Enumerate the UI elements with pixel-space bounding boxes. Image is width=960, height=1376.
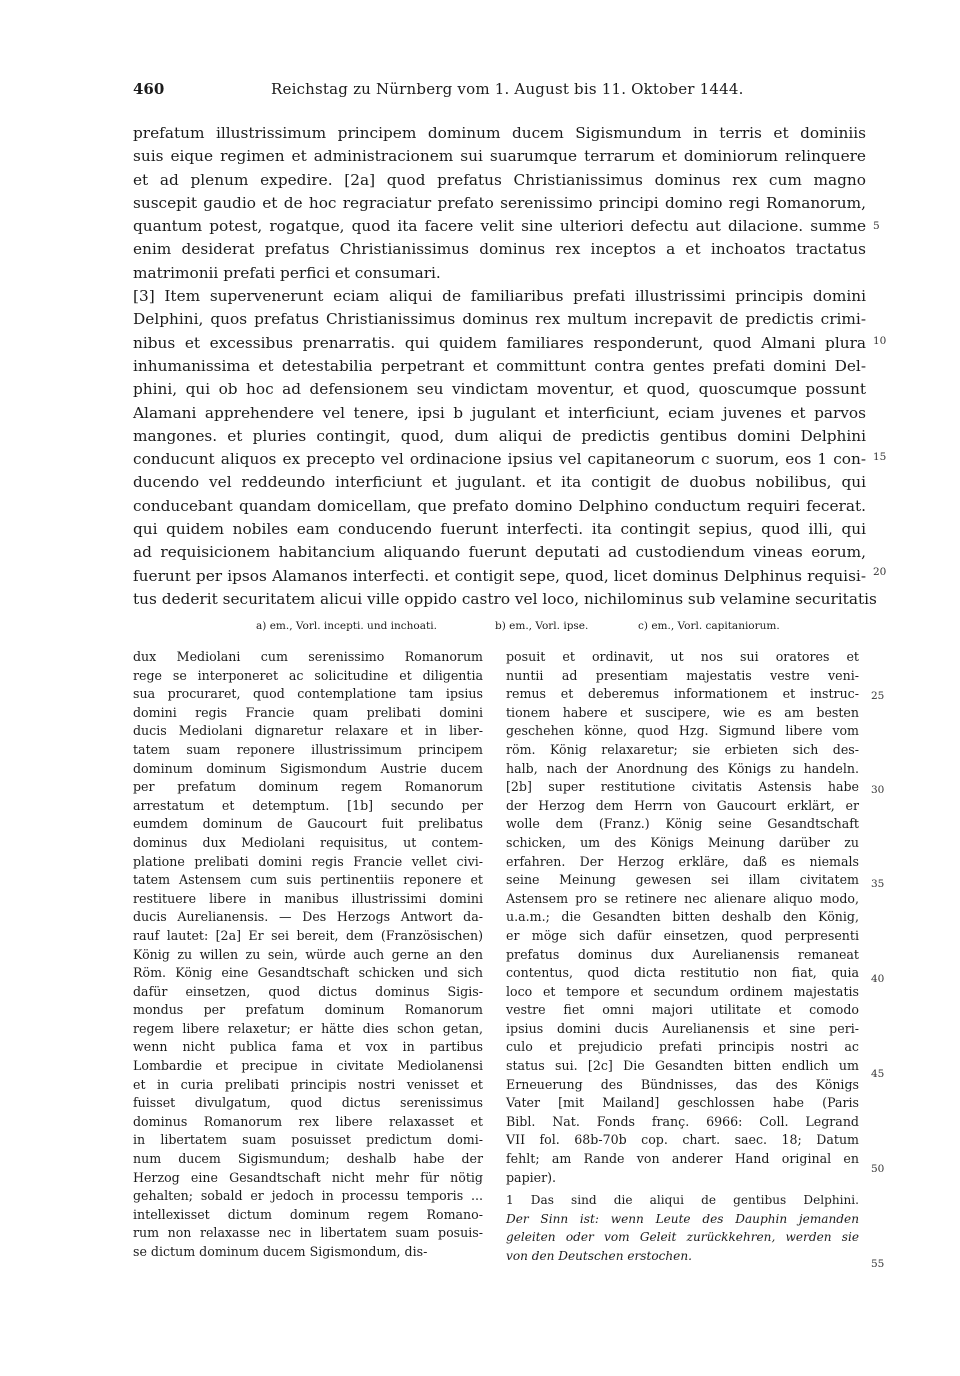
text-line: er möge sich dafür einsetzen, quod perpresenti <box>506 927 859 943</box>
text-line: enim desiderat prefatus Christianissimus dominus rex inceptos a et inchoatos tractatus <box>133 240 866 259</box>
text-line: der Herzog dem Herrn von Gaucourt erklärt, er <box>506 797 859 813</box>
footnote-c: c) em., Vorl. capitaniorum. <box>638 620 780 632</box>
text-line: mangones. et pluries contingit, quod, dum aliqui de predictis gentibus domini Delphini <box>133 426 866 445</box>
margin-number: 35 <box>871 878 885 890</box>
text-line: et in curia prelibati principis nostri venisset et <box>133 1076 483 1092</box>
text-line: status sui. [2c] Die Gesandten bitten endlich um <box>506 1058 859 1074</box>
text-line: ducendo vel reddeundo interficiunt et jugulant. et ita contigit de duobus nobilibus, qui <box>133 473 866 492</box>
text-line: Herzog eine Gesandtschaft nicht mehr für nötig <box>133 1169 483 1185</box>
text-line: dafür einsetzen, quod dictus dominus Sigis- <box>133 983 483 999</box>
text-line: seine Meinung gewesen sei illam civitatem <box>506 872 859 888</box>
text-line: per prefatum dominum regem Romanorum <box>133 779 483 795</box>
text-line: fuerunt per ipsos Alamanos interfecti. et contigit sepe, quod, licet dominus Delphinus requisi- <box>133 566 866 585</box>
footnote-a: a) em., Vorl. incepti. und inchoati. <box>256 620 437 632</box>
text-line: qui quidem nobiles eam conducendo fuerunt interfecti. ita contingit sepius, quod illi, qui <box>133 520 866 539</box>
text-line: contentus, quod dicta restitutio non fiat, quia <box>506 965 859 981</box>
text-line: eumdem dominum de Gaucourt fuit prelibatus <box>133 816 483 832</box>
margin-number: 40 <box>871 973 885 985</box>
text-line: conducebant quandam domicellam, que prefato domino Delphino conductum requiri fecerat. <box>133 496 866 515</box>
margin-number: 10 <box>873 335 887 347</box>
text-line: quantum potest, rogatque, quod ita facere velit sine ulteriori defectu aut dilacione. summe <box>133 217 866 236</box>
text-line: Lombardie et precipue in civitate Mediolanensi <box>133 1058 483 1074</box>
text-line: u.a.m.; die Gesandten bitten deshalb den König, <box>506 909 859 925</box>
text-line: rum non relaxasse nec in libertatem suam posuis- <box>133 1225 483 1241</box>
text-line: in libertatem suam posuisset predictum domi- <box>133 1132 483 1148</box>
left-column <box>133 648 483 1262</box>
text-line: tatem suam reponere illustrissimum principem <box>133 741 483 757</box>
text-line: geschehen könne, quod Hzg. Sigmund libere vom <box>506 723 859 739</box>
text-line: mondus per prefatum dominum Romanorum <box>133 1002 483 1018</box>
footnote-b: b) em., Vorl. ipse. <box>495 620 589 632</box>
footnote-line: von den Deutschen erstochen. <box>506 1249 692 1263</box>
text-line: gehalten; sobald er jedoch in processu temporis ... <box>133 1188 483 1204</box>
text-line: suscepit gaudio et de hoc regraciatur prefato serenissimo principi domino regi Romanorum, <box>133 193 866 212</box>
text-line: et ad plenum expedire. [2a] quod prefatus Christianissimus dominus rex cum magno <box>133 170 866 189</box>
margin-number: 15 <box>873 451 887 463</box>
text-line: prefatus dominus dux Aurelianensis remaneat <box>506 946 859 962</box>
text-line: [3] Item supervenerunt eciam aliqui de familiaribus prefati illustrissimi principis domini <box>133 287 866 306</box>
text-line: schicken, um des Königs Meinung darüber zu <box>506 834 859 850</box>
text-line: remus et deberemus informationem et instruc- <box>506 686 859 702</box>
text-line: papier). <box>506 1169 557 1185</box>
text-line: restituere libere in manibus illustrissimi domini <box>133 890 483 906</box>
text-line: intellexisset dictum dominum regem Romano- <box>133 1206 483 1222</box>
text-line: [2b] super restitutione civitatis Astensis habe <box>506 779 859 795</box>
text-line: dux Mediolani cum serenissimo Romanorum <box>133 649 483 664</box>
margin-number: 25 <box>871 690 885 702</box>
text-line: ad requisicionem habitancium aliquando fuerunt deputati ad custodiendum vineas eorum, <box>133 543 866 562</box>
text-line: arrestatum et detemptum. [1b] secundo per <box>133 797 483 813</box>
text-line: VII fol. 68b-70b cop. chart. saec. 18; Datum <box>506 1132 859 1148</box>
text-line: dominum dominum Sigismondum Austrie ducem <box>133 760 483 776</box>
text-line: erfahren. Der Herzog erkläre, daß es niemals <box>506 853 859 869</box>
margin-number: 20 <box>873 566 887 578</box>
margin-number: 45 <box>871 1068 885 1080</box>
text-line: ducis Aurelianensis. — Des Herzogs Antwort da- <box>133 909 483 925</box>
text-line: domini regis Francie quam prelibati domini <box>133 704 483 720</box>
text-line: Röm. König eine Gesandtschaft schicken und sich <box>133 965 483 981</box>
text-line: se dictum dominum ducem Sigismondum, dis- <box>133 1244 428 1259</box>
text-line: inhumanissima et detestabilia perpetrant et committunt contra gentes prefati domini Del- <box>133 356 866 375</box>
text-line: dominus Romanorum rex libere relaxasset et <box>133 1113 483 1129</box>
margin-number: 50 <box>871 1163 885 1175</box>
text-line: culo et prejudicio prefati principis nostri ac <box>506 1039 859 1055</box>
text-line: num ducem Sigismundum; deshalb habe der <box>133 1151 483 1167</box>
text-line: phini, qui ob hoc ad defensionem seu vindictam moventur, et quod, quoscumque possunt <box>133 380 866 399</box>
text-line: Bibl. Nat. Fonds franç. 6966: Coll. Legrand <box>506 1113 859 1129</box>
footnote-line: 1 Das sind die aliqui de gentibus Delphini. <box>506 1193 859 1208</box>
margin-number: 30 <box>871 784 885 796</box>
text-line: dominus dux Mediolani requisitus, ut contem- <box>133 834 483 850</box>
text-line: rauf lautet: [2a] Er sei bereit, dem (Französischen) <box>133 927 483 943</box>
text-line: tus dederit securitatem alicui ville oppido castro vel loco, nichilominus sub velamine securitatis <box>133 589 877 608</box>
text-line: Delphini, quos prefatus Christianissimus dominus rex multum increpavit de predictis crimi- <box>133 310 866 329</box>
margin-number: 55 <box>871 1258 885 1270</box>
text-line: tionem habere et suscipere, wie es am besten <box>506 704 859 720</box>
text-line: wenn nicht publica fama et vox in partibus <box>133 1039 483 1055</box>
text-line: röm. König relaxaretur; sie erbieten sich des- <box>506 741 859 757</box>
text-line: prefatum illustrissimum principem dominum ducem Sigismundum in terris et dominiis <box>133 124 866 142</box>
text-line: ducis Mediolani dignaretur relaxare et in liber- <box>133 723 483 739</box>
text-line: posuit et ordinavit, ut nos sui oratores et <box>506 649 859 664</box>
running-head: Reichstag zu Nürnberg vom 1. August bis 11. Oktober 1444. <box>271 80 744 98</box>
text-line: tatem Astensem cum suis pertinentiis reponere et <box>133 872 483 888</box>
text-line: loco et tempore et secundum ordinem majestatis <box>506 983 859 999</box>
text-line: Alamani apprehendere vel tenere, ipsi b jugulant et interficiunt, eciam juvenes et parvos <box>133 403 866 422</box>
text-line: halb, nach der Anordnung des Königs zu handeln. <box>506 760 859 776</box>
text-line: ipsius domini ducis Aurelianensis et sine peri- <box>506 1020 859 1036</box>
text-line: fehlt; am Rande von anderer Hand original en <box>506 1151 859 1167</box>
text-line: platione prelibati domini regis Francie vellet civi- <box>133 853 483 869</box>
text-line: Astensem pro se retinere nec alienare aliquo modo, <box>506 890 859 906</box>
text-line: fuisset divulgatum, quod dictus serenissimus <box>133 1095 483 1111</box>
text-line: Erneuerung des Bündnisses, das des Königs <box>506 1076 859 1092</box>
text-line: suis eique regimen et administracionem sui suarumque terrarum et dominiorum relinquere <box>133 147 866 166</box>
footnote-line: geleiten oder vom Geleit zurückkehren, werden sie <box>506 1230 859 1245</box>
text-line: wolle dem (Franz.) König seine Gesandtschaft <box>506 816 859 832</box>
margin-number: 5 <box>873 220 880 232</box>
page-number: 460 <box>133 80 165 98</box>
text-line: sua procuraret, quod contemplatione tam ipsius <box>133 686 483 702</box>
text-line: matrimonii prefati perfici et consumari. <box>133 263 441 282</box>
footnote-line: Der Sinn ist: wenn Leute des Dauphin jemanden <box>506 1211 859 1226</box>
text-line: nuntii ad presentiam majestatis vestre veni- <box>506 667 859 683</box>
text-line: König zu willen zu sein, würde auch gerne an den <box>133 946 483 962</box>
text-line: conducunt aliquos ex precepto vel ordinacione ipsius vel capitaneorum c suorum, eos 1 con- <box>133 450 866 469</box>
text-line: vestre fiet omni majori utilitate et comodo <box>506 1002 859 1018</box>
text-line: rege se interponeret ac solicitudine et diligentia <box>133 667 483 683</box>
text-line: regem libere relaxetur; er hätte dies schon getan, <box>133 1020 483 1036</box>
text-line: Vater [mit Mailand] geschlossen habe (Paris <box>506 1095 859 1111</box>
upper-text-block <box>133 122 877 611</box>
text-line: nibus et excessibus prenarratis. qui quidem familiares responderunt, quod Almani plura <box>133 333 866 352</box>
right-column <box>506 648 859 1266</box>
